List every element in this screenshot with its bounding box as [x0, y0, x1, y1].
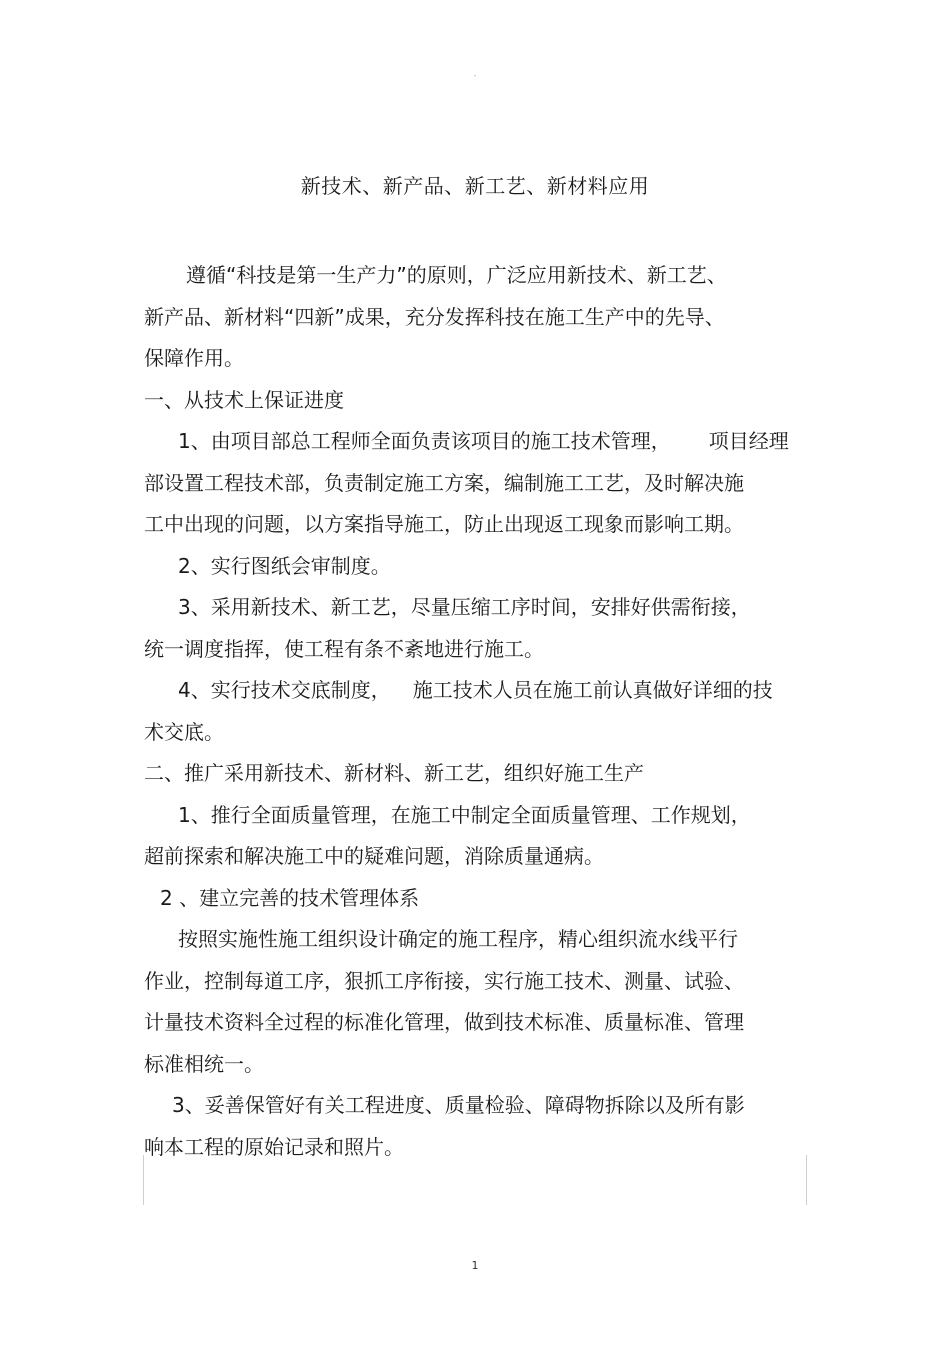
item-4-text-a: 4、实行技术交底制度，	[178, 678, 391, 702]
margin-line-right	[806, 1155, 807, 1205]
section-2-item-3-line-2: 响本工程的原始记录和照片。	[144, 1134, 404, 1159]
section-2-item-1-line-1: 1、推行全面质量管理，在施工中制定全面质量管理、工作规划，	[178, 802, 751, 827]
section-2-item-2-heading: 2 、建立完善的技术管理体系	[160, 885, 420, 910]
page-number: 1	[471, 1259, 479, 1272]
section-2-item-2-line-1: 按照实施性施工组织设计确定的施工程序，精心组织流水线平行	[178, 927, 738, 951]
item-1-text-b: 项目经理	[708, 429, 789, 453]
section-2-item-2-line-4: 标准相统一。	[144, 1051, 264, 1076]
section-1-item-1-line-2: 部设置工程技术部，负责制定施工方案，编制施工工艺，及时解决施	[144, 470, 744, 495]
margin-line-left	[143, 1155, 144, 1205]
section-1-item-1-line-1	[144, 421, 804, 463]
section-1-item-4-line-1	[144, 670, 804, 712]
intro-line-2: 新产品、新材料“四新”成果，充分发挥科技在施工生产中的先导、	[144, 304, 725, 329]
item-4-text-b: 施工技术人员在施工前认真做好详细的技	[412, 678, 773, 702]
section-2-item-3-line-1: 3、妥善保管好有关工程进度、质量检验、障碍物拆除以及所有影	[172, 1093, 745, 1117]
section-1-item-3-line-2: 统一调度指挥，使工程有条不紊地进行施工。	[144, 636, 544, 661]
section-2-item-2-line-3: 计量技术资料全过程的标准化管理，做到技术标准、质量标准、管理	[144, 1010, 744, 1034]
section-1-item-1-line-3: 工中出现的问题，以方案指导施工，防止出现返工现象而影响工期。	[144, 512, 744, 536]
section-2-item-2-line-2: 作业，控制每道工序，狠抓工序衔接，实行施工技术、测量、试验、	[144, 968, 744, 993]
header-mark: -	[473, 72, 477, 80]
document-body	[144, 255, 804, 1168]
item-1-text-a: 1、由项目部总工程师全面负责该项目的施工技术管理，	[178, 429, 671, 453]
document-title: 新技术、新产品、新工艺、新材料应用	[300, 174, 650, 198]
section-1-heading: 一、从技术上保证进度	[144, 387, 344, 412]
section-1-item-2: 2、实行图纸会审制度。	[178, 553, 391, 578]
section-2-item-1-line-2: 超前探索和解决施工中的疑难问题，消除质量通病。	[144, 844, 604, 868]
section-1-item-3-line-1: 3、采用新技术、新工艺，尽量压缩工序时间，安排好供需衔接，	[178, 595, 751, 619]
section-2-heading: 二、推广采用新技术、新材料、新工艺，组织好施工生产	[144, 761, 644, 785]
section-1-item-4-line-2: 术交底。	[144, 719, 224, 744]
intro-line-3: 保障作用。	[144, 346, 244, 370]
intro-line-1: 遵循“科技是第一生产力”的原则，广泛应用新技术、新工艺、	[186, 263, 727, 287]
